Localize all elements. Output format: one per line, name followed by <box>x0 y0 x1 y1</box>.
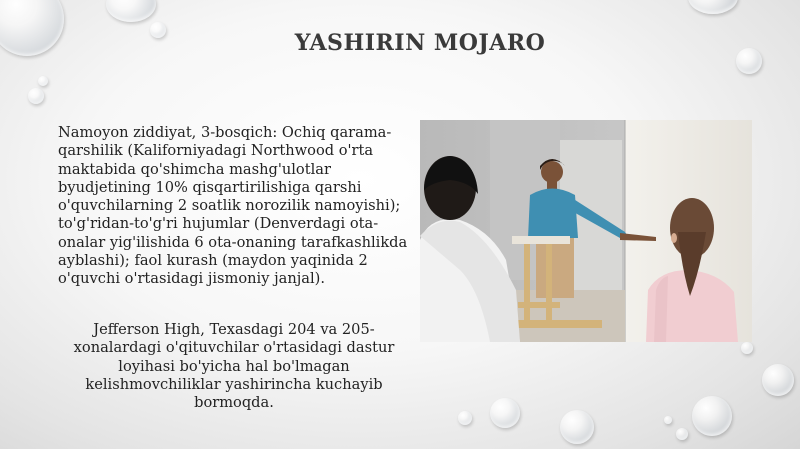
water-drop-decoration <box>692 396 732 436</box>
body-paragraph-2: Jefferson High, Texasdagi 204 va 205-xonalardagi o'qituvchilar o'rtasidagi dastur loyihasi bo'yicha hal bo'lmagan kelishmovchiliklar yashirincha kuchayib bormoqda. <box>73 321 395 412</box>
water-drop-decoration <box>664 416 672 424</box>
water-drop-decoration <box>736 48 762 74</box>
water-drop-decoration <box>150 22 166 38</box>
water-drop-decoration <box>28 88 44 104</box>
water-drop-decoration <box>762 364 794 396</box>
water-drop-decoration <box>741 342 753 354</box>
water-drop-decoration <box>0 0 64 56</box>
water-drop-decoration <box>676 428 688 440</box>
water-drop-decoration <box>458 411 472 425</box>
water-drop-decoration <box>38 76 48 86</box>
water-drop-decoration <box>490 398 520 428</box>
classroom-photo <box>420 120 752 342</box>
classroom-scene-image <box>420 120 752 342</box>
water-drop-decoration <box>560 410 594 444</box>
body-paragraph-1: Namoyon ziddiyat, 3-bosqich: Ochiq qarama-qarshilik (Kaliforniyadagi Northwood o'rta maktabida qo'shimcha mashg'ulotlar byudjetining 10% qisqartirilishiga qarshi o'quvchilarning 2 soatlik norozilik namoyishi); to'g'ridan-to'g'ri hujumlar (Denverdagi ota-onalar yig'ilishida 6 ota-onaning tarafkashlikda ayblashi); faol kurash (maydon yaqinida 2 o'quvchi o'rtasidagi jismoniy janjal). <box>58 124 408 288</box>
water-drop-decoration <box>106 0 156 22</box>
water-drop-decoration <box>688 0 738 14</box>
slide-title: YASHIRIN MOJARO <box>294 30 546 56</box>
